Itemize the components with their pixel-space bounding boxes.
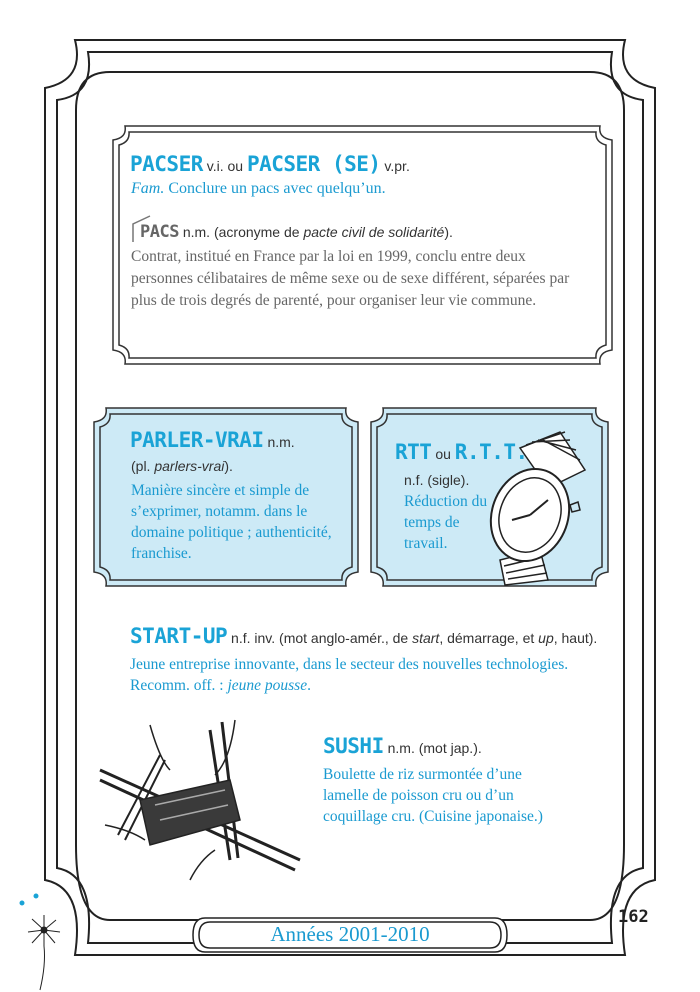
rtt-dotted-headword: R.T.T. bbox=[454, 440, 528, 464]
parler-vrai-heading: PARLER-VRAI n.m. bbox=[130, 428, 295, 452]
sushi-heading: SUSHI n.m. (mot jap.). bbox=[323, 734, 482, 758]
footer-title: Années 2001-2010 bbox=[270, 922, 430, 946]
sushi-definition: Boulette de riz surmontée d’une lamelle de poisson cru ou d’un coquillage cru. (Cuisine japonaise.) bbox=[323, 766, 543, 825]
pacser-definition: Fam. Conclure un pacs avec quelqu’un. bbox=[131, 180, 386, 197]
parler-vrai-headword: PARLER-VRAI bbox=[130, 428, 264, 452]
start-up-headword: START-UP bbox=[130, 624, 228, 648]
pacser-heading: PACSER v.i. ou PACSER (SE) v.pr. bbox=[130, 152, 410, 176]
parler-vrai-definition: Manière sincère et simple de s’exprimer, notamm. dans le domaine politique ; authenticité, franchise. bbox=[131, 482, 332, 562]
parler-vrai-plural: (pl. parlers-vrai). bbox=[131, 458, 233, 474]
start-up-heading: START-UP n.f. inv. (mot anglo-amér., de start, démarrage, et up, haut). bbox=[130, 624, 598, 648]
pacser-se-headword: PACSER (SE) bbox=[246, 152, 381, 176]
rtt-definition: Réduction du temps de travail. bbox=[404, 493, 488, 552]
start-up-definition: Jeune entreprise innovante, dans le secteur des nouvelles technologies. Recomm. off. : jeune pousse. bbox=[130, 656, 569, 694]
pacs-definition: Contrat, institué en France par la loi en 1999, conclu entre deux personnes célibataires de même sexe ou de sexe différent, séparées par plus de trois degrés de parenté, pour organiser leur vie commune. bbox=[131, 248, 570, 309]
pacs-headword: PACS bbox=[140, 222, 179, 242]
pacs-heading: PACS n.m. (acronyme de pacte civil de solidarité). bbox=[140, 222, 453, 242]
chopsticks-sushi-illustration bbox=[100, 720, 300, 880]
rtt-heading: RTT ou R.T.T. bbox=[395, 440, 528, 464]
rtt-headword: RTT bbox=[395, 440, 432, 464]
sushi-headword: SUSHI bbox=[323, 734, 384, 758]
page-number: 162 bbox=[618, 907, 649, 927]
rtt-grammar: n.f. (sigle). bbox=[404, 472, 470, 488]
pacser-headword: PACSER bbox=[130, 152, 203, 176]
dandelion-icon bbox=[20, 894, 60, 990]
